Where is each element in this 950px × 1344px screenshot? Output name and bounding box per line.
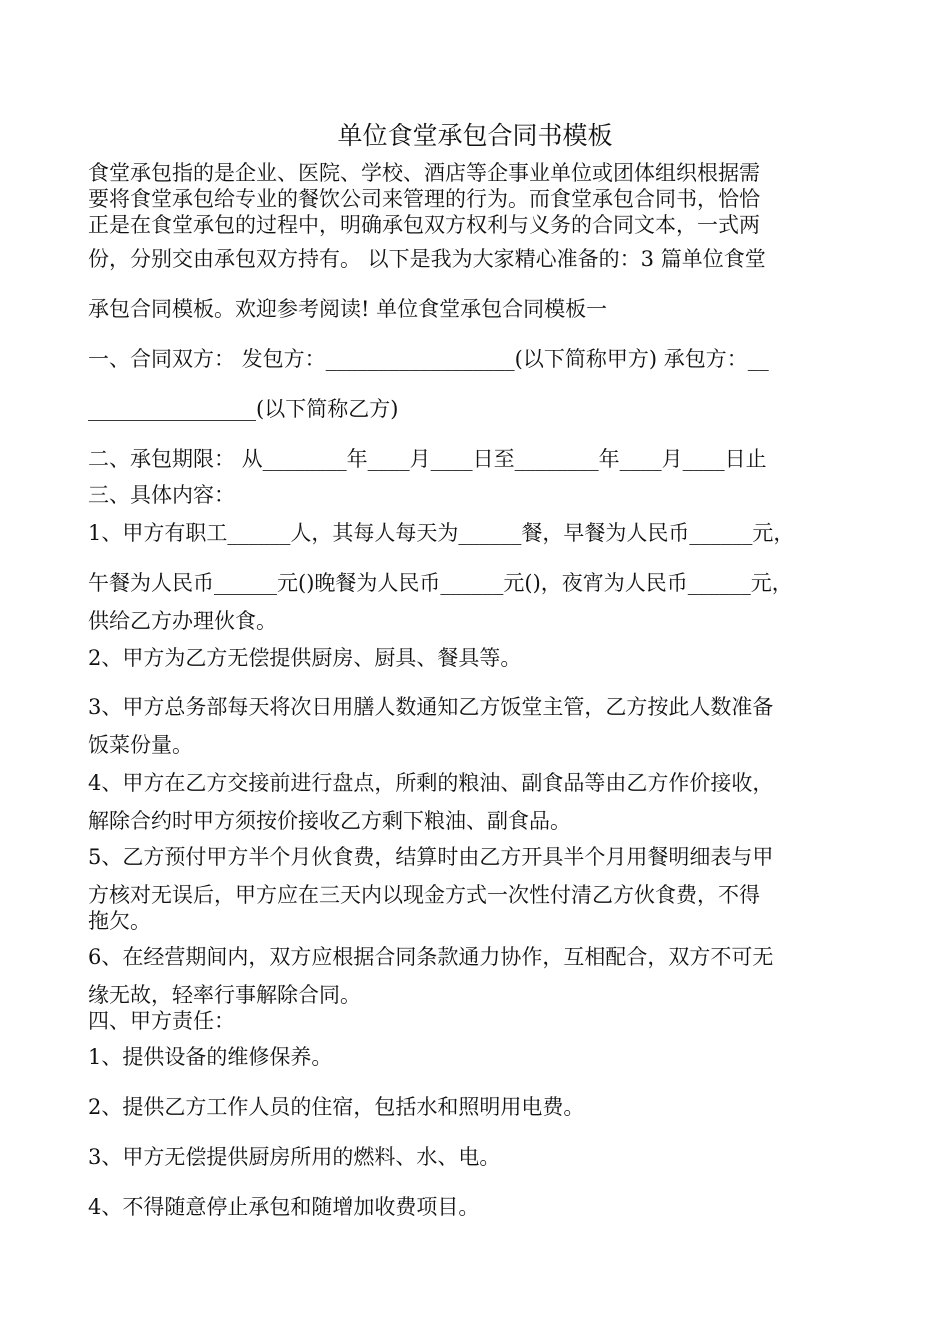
text-line: 2、甲方为乙方无偿提供厨房、厨具、餐具等。: [88, 646, 522, 670]
text-line: 二、承包期限： 从________年____月____日至________年____月____日止: [88, 447, 767, 471]
text-line: 3、甲方总务部每天将次日用膳人数通知乙方饭堂主管，乙方按此人数准备: [88, 695, 774, 719]
text-line: 1、提供设备的维修保养。: [88, 1045, 333, 1069]
text-line: 4、甲方在乙方交接前进行盘点，所剩的粮油、副食品等由乙方作价接收，: [88, 771, 774, 795]
text-line: 四、甲方责任：: [88, 1009, 235, 1033]
text-line: 解除合约时甲方须按价接收乙方剩下粮油、副食品。: [88, 809, 571, 833]
text-line: 方核对无误后，甲方应在三天内以现金方式一次性付清乙方伙食费，不得: [88, 883, 760, 907]
text-line: 2、提供乙方工作人员的住宿，包括水和照明用电费。: [88, 1095, 585, 1119]
text-line: 三、具体内容：: [88, 483, 235, 507]
text-line: 要将食堂承包给专业的餐饮公司来管理的行为。而食堂承包合同书，恰恰: [88, 187, 760, 211]
text-line: 份，分别交由承包双方持有。 以下是我为大家精心准备的：3 篇单位食堂: [88, 247, 766, 271]
document-title: 单位食堂承包合同书模板: [337, 121, 613, 150]
text-line: 正是在食堂承包的过程中，明确承包双方权利与义务的合同文本，一式两: [88, 213, 760, 237]
text-line: 缘无故，轻率行事解除合同。: [88, 983, 361, 1007]
text-line: 1、甲方有职工______人，其每人每天为______餐，早餐为人民币______元，: [88, 521, 795, 545]
text-line: 供给乙方办理伙食。: [88, 609, 277, 633]
text-line: 承包合同模板。欢迎参考阅读! 单位食堂承包合同模板一: [88, 297, 608, 321]
text-line: ________________(以下简称乙方): [88, 397, 399, 421]
text-line: 一、合同双方： 发包方：__________________(以下简称甲方) 承包方：__: [88, 347, 769, 371]
text-line: 拖欠。: [88, 909, 151, 933]
text-line: 5、乙方预付甲方半个月伙食费，结算时由乙方开具半个月用餐明细表与甲: [88, 845, 774, 869]
text-line: 饭菜份量。: [88, 733, 193, 757]
text-line: 食堂承包指的是企业、医院、学校、酒店等企事业单位或团体组织根据需: [88, 161, 760, 185]
text-line: 6、在经营期间内，双方应根据合同条款通力协作，互相配合，双方不可无: [88, 945, 774, 969]
text-line: 3、甲方无偿提供厨房所用的燃料、水、电。: [88, 1145, 501, 1169]
text-line: 4、不得随意停止承包和随增加收费项目。: [88, 1195, 480, 1219]
text-line: 午餐为人民币______元()晚餐为人民币______元()，夜宵为人民币______元，: [88, 571, 793, 595]
